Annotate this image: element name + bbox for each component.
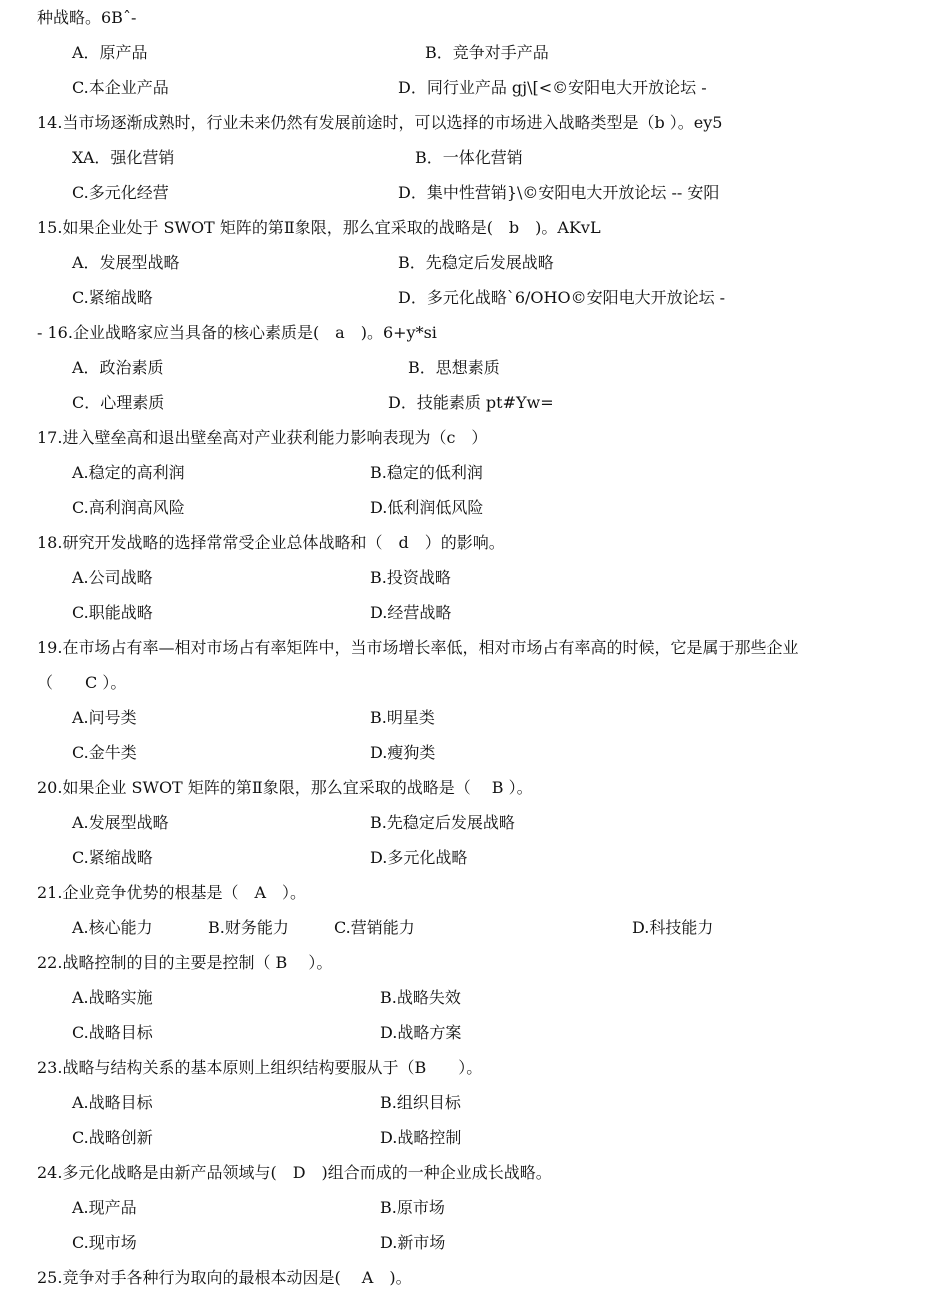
options-line bbox=[0, 175, 950, 210]
answer-option: A．政治素质 bbox=[72, 358, 164, 377]
options-line bbox=[0, 35, 950, 70]
question-text: 25.竞争对手各种行为取向的最根本动因是( A )。 bbox=[37, 1268, 412, 1287]
answer-option: A.稳定的高利润 bbox=[72, 463, 185, 482]
answer-option: B.原市场 bbox=[380, 1198, 445, 1217]
question-line bbox=[0, 420, 950, 455]
answer-option: C.职能战略 bbox=[72, 603, 153, 622]
answer-option: B．思想素质 bbox=[408, 358, 500, 377]
question-text: 17.进入壁垒高和退出壁垒高对产业获利能力影响表现为（c ） bbox=[37, 428, 488, 447]
question-line bbox=[0, 105, 950, 140]
question-line bbox=[0, 525, 950, 560]
answer-option: A.现产品 bbox=[72, 1198, 137, 1217]
question-line bbox=[0, 630, 950, 665]
answer-option: C.战略目标 bbox=[72, 1023, 153, 1042]
options-line bbox=[0, 455, 950, 490]
options-line bbox=[0, 980, 950, 1015]
question-line bbox=[0, 210, 950, 245]
answer-option: A．发展型战略 bbox=[72, 253, 180, 272]
answer-option: B.财务能力 bbox=[208, 918, 289, 937]
answer-option: C.高利润高风险 bbox=[72, 498, 185, 517]
options-line bbox=[0, 70, 950, 105]
answer-option: A.公司战略 bbox=[72, 568, 153, 587]
options-line bbox=[0, 490, 950, 525]
options-line bbox=[0, 1015, 950, 1050]
answer-option: D.多元化战略 bbox=[370, 848, 468, 867]
answer-option: B.稳定的低利润 bbox=[370, 463, 483, 482]
answer-option: A.战略实施 bbox=[72, 988, 153, 1007]
question-line bbox=[0, 665, 950, 700]
answer-option: C.营销能力 bbox=[334, 918, 415, 937]
answer-option: B.组织目标 bbox=[380, 1093, 461, 1112]
options-line bbox=[0, 1085, 950, 1120]
answer-option: B．一体化营销 bbox=[415, 148, 523, 167]
question-text: 15.如果企业处于 SWOT 矩阵的第Ⅱ象限，那么宜采取的战略是( b )。AKvL bbox=[37, 218, 601, 237]
answer-option: C.现市场 bbox=[72, 1233, 137, 1252]
options-line bbox=[0, 910, 950, 945]
answer-option: B.战略失效 bbox=[380, 988, 461, 1007]
question-text: 22.战略控制的目的主要是控制（ B ）。 bbox=[37, 953, 333, 972]
answer-option: D.战略控制 bbox=[380, 1128, 462, 1147]
question-line bbox=[0, 945, 950, 980]
question-text: （ C ）。 bbox=[37, 673, 127, 692]
answer-option: A.发展型战略 bbox=[72, 813, 169, 832]
options-line bbox=[0, 1120, 950, 1155]
answer-option: C.多元化经营 bbox=[72, 183, 169, 202]
options-line bbox=[0, 385, 950, 420]
answer-option: C.本企业产品 bbox=[72, 78, 169, 97]
question-line bbox=[0, 1155, 950, 1190]
answer-option: D．同行业产品 gj\[<©安阳电大开放论坛 - bbox=[398, 78, 707, 97]
answer-option: A.核心能力 bbox=[72, 918, 153, 937]
question-text: 19.在市场占有率—相对市场占有率矩阵中，当市场增长率低，相对市场占有率高的时候，它是属于那些企业 bbox=[37, 638, 799, 657]
answer-option: D.经营战略 bbox=[370, 603, 452, 622]
answer-option: C.紧缩战略 bbox=[72, 288, 153, 307]
answer-option: C.紧缩战略 bbox=[72, 848, 153, 867]
answer-option: B．竞争对手产品 bbox=[425, 43, 549, 62]
answer-option: D.低利润低风险 bbox=[370, 498, 484, 517]
answer-option: A．原产品 bbox=[72, 43, 148, 62]
text-line bbox=[0, 0, 950, 35]
answer-option: B.明星类 bbox=[370, 708, 435, 727]
options-line bbox=[0, 140, 950, 175]
answer-option: C．心理素质 bbox=[72, 393, 165, 412]
options-line bbox=[0, 840, 950, 875]
answer-option: XA．强化营销 bbox=[72, 148, 175, 167]
answer-option: D．技能素质 pt#Yw= bbox=[388, 393, 554, 412]
question-text: 23.战略与结构关系的基本原则上组织结构要服从于（B ）。 bbox=[37, 1058, 483, 1077]
question-line bbox=[0, 315, 950, 350]
options-line bbox=[0, 350, 950, 385]
question-text: 21.企业竞争优势的根基是（ A ）。 bbox=[37, 883, 307, 902]
question-line bbox=[0, 875, 950, 910]
question-text: 18.研究开发战略的选择常常受企业总体战略和（ d ）的影响。 bbox=[37, 533, 505, 552]
answer-option: B.投资战略 bbox=[370, 568, 451, 587]
question-line bbox=[0, 1260, 950, 1295]
options-line bbox=[0, 595, 950, 630]
answer-option: B．先稳定后发展战略 bbox=[398, 253, 554, 272]
answer-option: A.问号类 bbox=[72, 708, 137, 727]
question-text: - 16.企业战略家应当具备的核心素质是( a )。6+y*si bbox=[37, 323, 437, 342]
options-line bbox=[0, 805, 950, 840]
answer-option: D.新市场 bbox=[380, 1233, 446, 1252]
answer-option: C.金牛类 bbox=[72, 743, 137, 762]
options-line bbox=[0, 700, 950, 735]
answer-option: A.战略目标 bbox=[72, 1093, 153, 1112]
options-line bbox=[0, 245, 950, 280]
question-line bbox=[0, 1050, 950, 1085]
options-line bbox=[0, 735, 950, 770]
options-line bbox=[0, 1190, 950, 1225]
options-line bbox=[0, 280, 950, 315]
options-line bbox=[0, 560, 950, 595]
options-line bbox=[0, 1225, 950, 1260]
question-text: 14.当市场逐渐成熟时，行业未来仍然有发展前途时，可以选择的市场进入战略类型是（b ）。ey5 bbox=[37, 113, 723, 132]
answer-option: D.战略方案 bbox=[380, 1023, 462, 1042]
answer-option: C.战略创新 bbox=[72, 1128, 153, 1147]
question-text: 24.多元化战略是由新产品领域与( D )组合而成的一种企业成长战略。 bbox=[37, 1163, 552, 1182]
answer-option: B.先稳定后发展战略 bbox=[370, 813, 515, 832]
text-fragment: 种战略。6Bˆ- bbox=[37, 8, 137, 27]
answer-option: D.科技能力 bbox=[632, 918, 714, 937]
question-line bbox=[0, 770, 950, 805]
answer-option: D．集中性营销}\©安阳电大开放论坛 -- 安阳 bbox=[398, 183, 720, 202]
answer-option: D．多元化战略`6/OHO©安阳电大开放论坛 - bbox=[398, 288, 726, 307]
answer-option: D.瘦狗类 bbox=[370, 743, 436, 762]
question-text: 20.如果企业 SWOT 矩阵的第Ⅱ象限，那么宜采取的战略是（ B ）。 bbox=[37, 778, 533, 797]
